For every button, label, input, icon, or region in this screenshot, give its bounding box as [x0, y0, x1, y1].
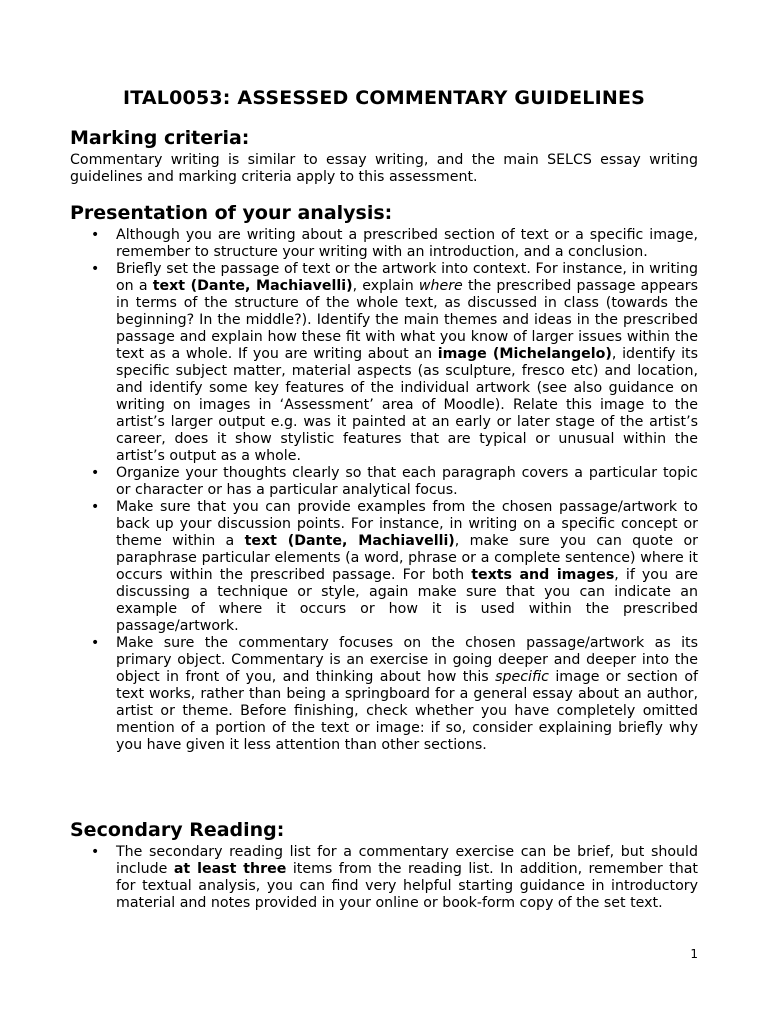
bullet-text-segment: items from the reading list. In addition, remember that for textual analysis, you can find very helpful starting guidance in introductory material and notes provided in your online or book-form copy of the set text.: [116, 861, 698, 911]
secondary-reading-section: [70, 818, 698, 912]
bullet-focus: [70, 635, 698, 754]
bullet-text: Although you are writing about a prescribed section of text or a specific image, remember to structure your writing with an introduction, and a conclusion.: [116, 227, 698, 260]
presentation-section: [70, 201, 698, 754]
bullet-organize: [70, 465, 698, 499]
bold-text-segment: texts and images: [471, 567, 615, 583]
secondary-reading-heading: Secondary Reading:: [70, 819, 285, 841]
secondary-reading-bullet-list: [70, 844, 698, 912]
bullet-text-segment: , if you are discussing a technique or style, again make sure that you can indicate an example of where it occurs or how it is used within the prescribed passage/artwork.: [116, 567, 698, 634]
page-number: 1: [690, 947, 698, 961]
bullet-dot: •: [91, 465, 100, 481]
bullet-text-segment: , identify its specific subject matter, material aspects (as sculpture, fresco etc) and location, and identify some key features of the individual artwork (see also guidance on writing on images in ‘Assessment’ area of Moodle). Relate this image to the artist’s larger output e.g. was it painted at an early or later stage of the artist’s career, does it show stylistic features that are typical or unusual within the artist’s output as a whole.: [116, 346, 698, 464]
italic-text-segment: specific: [495, 669, 549, 685]
bullet-dot: •: [91, 227, 100, 243]
presentation-bullet-list: [70, 227, 698, 754]
bullet-reading-list: [70, 844, 698, 912]
bullet-text-segment: , make sure you can quote or paraphrase particular elements (a word, phrase or a complete sentence) where it occurs within the prescribed passage. For both: [116, 533, 698, 583]
bullet-text-segment: The secondary reading list for a commentary exercise can be brief, but should include: [116, 844, 698, 877]
bold-text-segment: at least three: [173, 861, 287, 877]
bold-text-segment: text (Dante, Machiavelli): [152, 278, 353, 294]
bullet-text-segment: image or section of text works, rather than being a springboard for a general essay about an author, artist or theme. Before finishing, check whether you have completely omitted mention of a portion of the text or image: if so, consider explaining briefly why you have given it less attention than other sections.: [116, 669, 698, 753]
bullet-text-segment: the prescribed passage appears in terms of the structure of the whole text, as discussed in class (towards the beginning? In the middle?). Identify the main themes and ideas in the prescribed passage and explain how these fit with what you know of larger issues within the text as a whole. If you are writing about an: [116, 278, 698, 362]
marking-criteria-section: [70, 126, 698, 186]
bullet-examples: [70, 499, 698, 635]
bullet-text-segment: Make sure that you can provide examples from the chosen passage/artwork to back up your discussion points. For instance, in writing on a specific concept or theme within a: [116, 499, 698, 549]
presentation-heading: Presentation of your analysis:: [70, 202, 393, 224]
marking-criteria-text: Commentary writing is similar to essay writing, and the main SELCS essay writing guidelines and marking criteria apply to this assessment.: [70, 152, 698, 185]
document-title: ITAL0053: ASSESSED COMMENTARY GUIDELINES: [122, 87, 646, 109]
bullet-dot: •: [91, 844, 100, 860]
bullet-text: Organize your thoughts clearly so that each paragraph covers a particular topic or character or has a particular analytical focus.: [116, 465, 698, 498]
bullet-text-segment: , explain: [352, 278, 419, 294]
bullet-context: [70, 261, 698, 465]
bullet-structure: [70, 227, 698, 261]
bullet-dot: •: [91, 499, 100, 515]
bold-text-segment: image (Michelangelo): [437, 346, 612, 362]
bullet-text-segment: Briefly set the passage of text or the artwork into context. For instance, in writing on a: [116, 261, 698, 294]
bullet-dot: •: [91, 635, 100, 651]
italic-text-segment: where: [418, 278, 463, 294]
bold-text-segment: text (Dante, Machiavelli): [244, 533, 455, 549]
marking-criteria-heading: Marking criteria:: [70, 127, 250, 149]
bullet-dot: •: [91, 261, 100, 277]
bullet-text-segment: Make sure the commentary focuses on the chosen passage/artwork as its primary object. Commentary is an exercise in going deeper and deeper into the object in front of you, and thinking about how this: [116, 635, 698, 685]
